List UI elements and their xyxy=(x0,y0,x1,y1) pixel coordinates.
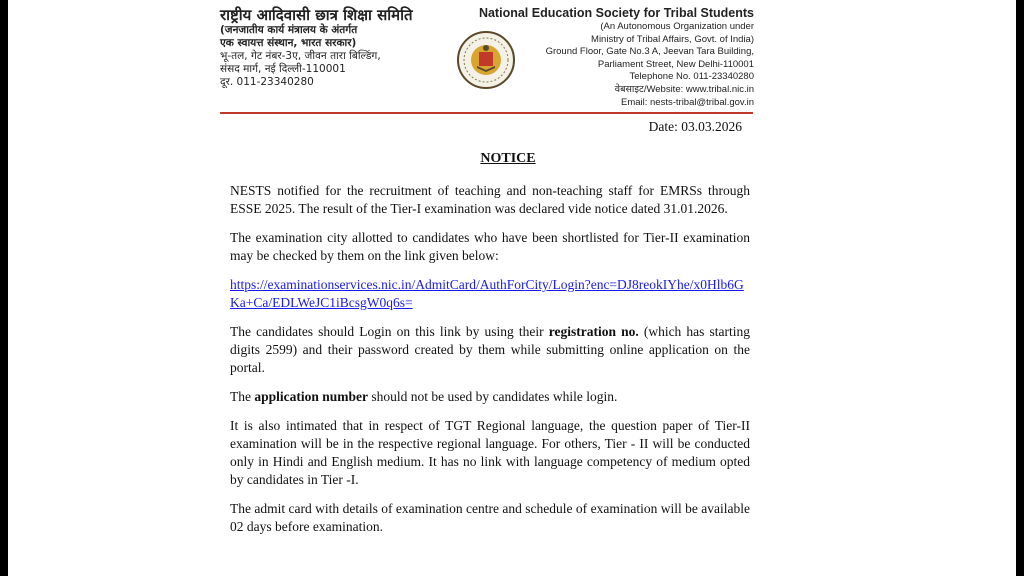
hindi-line: भू-तल, गेट नंबर-3ए, जीवन तारा बिल्डिंग, xyxy=(220,50,381,62)
english-line: Parliament Street, New Delhi-110001 xyxy=(597,58,754,70)
english-line: Ministry of Tribal Affairs, Govt. of India) xyxy=(591,33,754,45)
bold-text: application number xyxy=(254,389,369,404)
paragraph xyxy=(230,323,750,377)
document-page xyxy=(8,0,1016,576)
notice-body xyxy=(230,182,750,547)
english-line: वेबसाइट/Website: www.tribal.nic.in xyxy=(614,83,754,95)
header-hindi xyxy=(220,6,460,89)
notice-title: NOTICE xyxy=(480,151,536,166)
english-line: Telephone No. 011-23340280 xyxy=(629,71,754,83)
paragraph: The admit card with details of examination centre and schedule of examination will be available 02 days before examination. xyxy=(230,501,750,534)
paragraph: It is also intimated that in respect of TGT Regional language, the question paper of Tier-II examination will be in the respective regional language. For others, Tier - II will be conducted only in Hindi and English medium. It has no link with language competency of medium opted by candidates in Tier -I. xyxy=(230,418,750,487)
text: should not be used by candidates while login. xyxy=(368,389,618,404)
text: (which has starting digits 2599) and their password created by them while submitting online application on the portal. xyxy=(230,324,750,375)
org-name-hindi: राष्ट्रीय आदिवासी छात्र शिक्षा समिति xyxy=(220,6,413,24)
text: The candidates should Login on this link by using their xyxy=(230,324,549,339)
admit-card-link[interactable]: https://examinationservices.nic.in/AdmitCard/AuthForCity/Login?enc=DJ8reokIYhe/x0Hlb6GKa+Ca/EDLWeJC1iBcsgW0q6s= xyxy=(230,277,744,310)
paragraph: The examination city allotted to candidates who have been shortlisted for Tier-II examination may be checked by them on the link given below: xyxy=(230,230,750,263)
english-line: (An Autonomous Organization under xyxy=(600,21,754,32)
header-divider xyxy=(220,112,753,114)
hindi-line: संसद मार्ग, नई दिल्ली-110001 xyxy=(220,63,346,75)
notice-date: Date: 03.03.2026 xyxy=(648,119,742,134)
header-english xyxy=(454,6,754,109)
hindi-line: एक स्वायत्त संस्थान, भारत सरकार) xyxy=(220,37,357,49)
paragraph: NESTS notified for the recruitment of teaching and non-teaching staff for EMRSs through ESSE 2025. The result of the Tier-I examination was declared vide notice dated 31.01.2026. xyxy=(230,183,750,216)
hindi-line: (जनजातीय कार्य मंत्रालय के अंतर्गत xyxy=(220,24,358,36)
english-line: Ground Floor, Gate No.3 A, Jeevan Tara Building, xyxy=(545,46,754,58)
english-line: Email: nests-tribal@tribal.gov.in xyxy=(620,96,754,108)
hindi-line: दूर. 011-23340280 xyxy=(220,76,314,88)
bold-text: registration no. xyxy=(548,324,639,339)
paragraph xyxy=(230,388,750,406)
text: The xyxy=(230,389,255,404)
org-name-english: National Education Society for Tribal Students xyxy=(478,6,754,20)
